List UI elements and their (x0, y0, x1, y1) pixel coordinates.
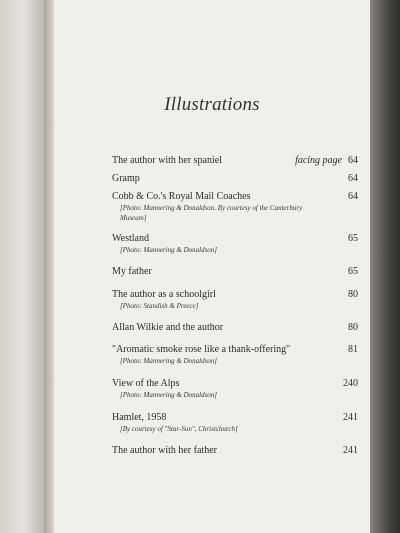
entry-title: Cobb & Co.'s Royal Mail Coaches (112, 191, 251, 202)
list-item (112, 444, 358, 457)
list-item (112, 321, 358, 334)
photo-credit: [Photo: Mannering & Donaldson. By courtesy of the Canterbury Museum] (120, 204, 303, 222)
entry-title: The author with her father (112, 445, 217, 457)
entry-page: 64 (348, 155, 358, 166)
list-item (112, 288, 358, 312)
cover-edge (370, 0, 400, 533)
entry-page: 80 (348, 322, 358, 334)
list-item (112, 154, 358, 167)
entry-page: 241 (343, 445, 358, 457)
entry-title: View of the Alps (112, 377, 180, 389)
entry-page: 64 (348, 191, 358, 202)
entry-title: Hamlet, 1958 (112, 411, 167, 423)
photo-credit: [Photo: Mannering & Donaldson] (120, 390, 218, 399)
list-item (112, 265, 358, 278)
list-item (112, 411, 358, 435)
list-item (112, 377, 358, 401)
page-gutter (44, 0, 54, 533)
photo-credit: [Photo: Mannering & Donaldson] (120, 246, 218, 255)
list-item (112, 190, 358, 223)
book-page (54, 0, 370, 533)
book-binding (0, 0, 44, 533)
photo-credit: [By courtesy of "Star-Sun", Christchurch] (120, 424, 238, 433)
entry-title: My father (112, 265, 152, 277)
entry-title: Westland (112, 233, 149, 245)
photo-credit: [Photo: Standish & Preece] (120, 301, 199, 310)
list-item (112, 343, 358, 367)
entry-title: Allan Wilkie and the author (112, 322, 224, 334)
list-item (112, 232, 358, 256)
entry-page: 241 (343, 411, 358, 423)
entry-page: 65 (348, 233, 358, 245)
list-item (112, 172, 358, 185)
entry-title: "Aromatic smoke rose like a thank-offering" (112, 344, 291, 356)
entry-title: The author as a schoolgirl (112, 288, 216, 300)
page-heading: Illustrations (164, 94, 260, 115)
entry-page: 240 (343, 377, 358, 389)
entry-page: 81 (348, 344, 358, 356)
entry-title: The author with her spaniel (112, 155, 222, 166)
illustrations-list (112, 154, 358, 457)
photo-credit: [Photo: Mannering & Donaldson] (120, 357, 218, 366)
entry-title: Gramp (112, 173, 140, 184)
entry-page: 64 (348, 173, 358, 184)
entry-page: 65 (348, 265, 358, 277)
entry-page: 80 (348, 288, 358, 300)
facing-page-label: facing page (295, 155, 342, 166)
